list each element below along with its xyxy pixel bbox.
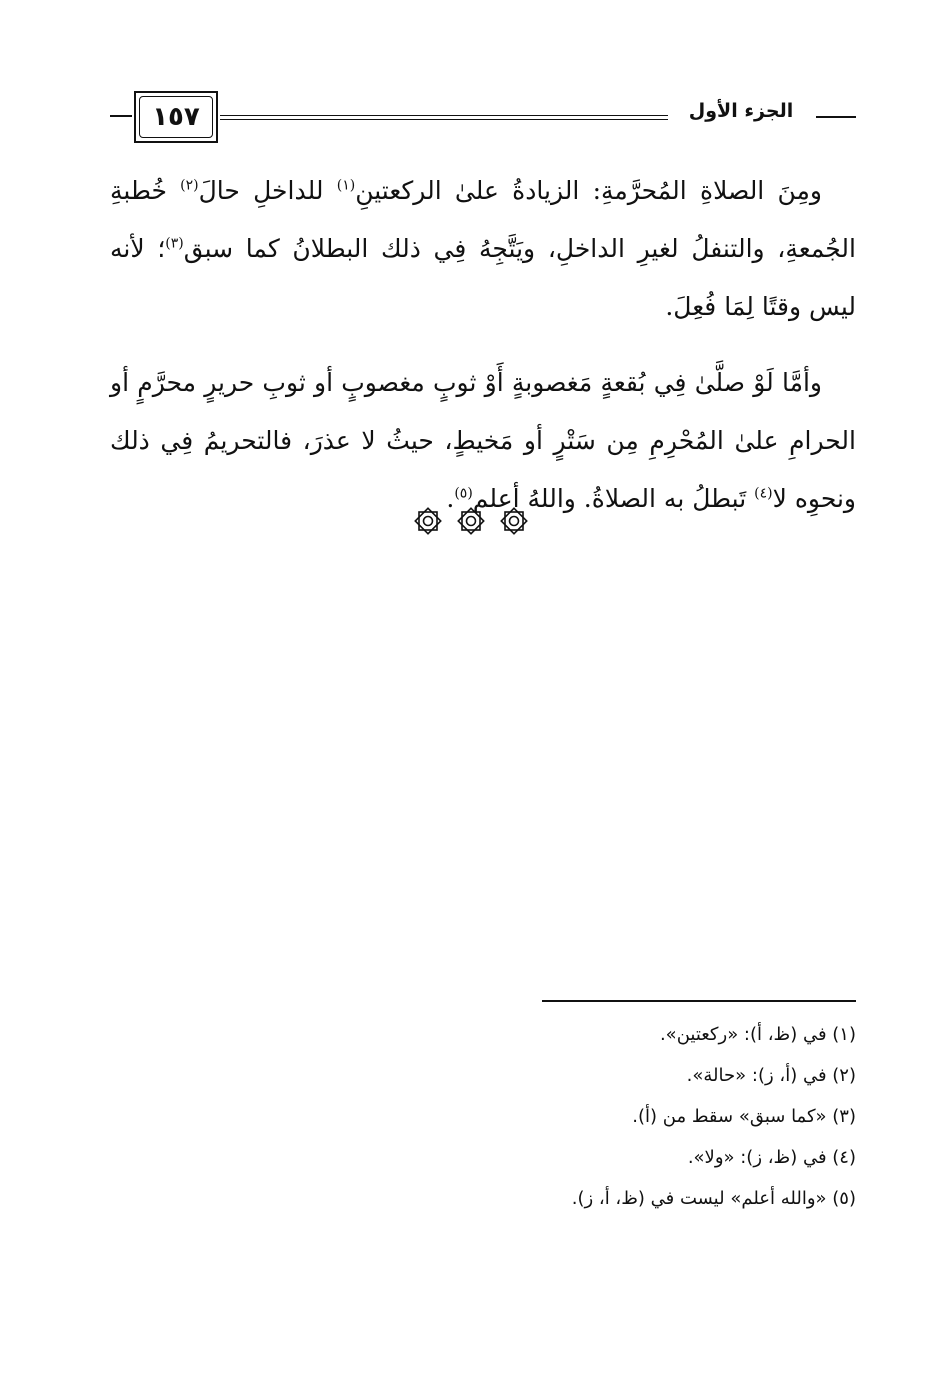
page-header xyxy=(110,88,856,148)
footnote-ref-5: (٥) xyxy=(454,485,473,502)
paragraph-1 xyxy=(110,162,856,336)
paragraph-1-segment-4: ؛ لأنه ليس وقتًا لِمَا فُعِلَ. xyxy=(110,234,856,321)
footnote-5: (٥) «والله أعلم» ليست في (ظ، أ، ز). xyxy=(571,1188,856,1209)
paragraph-1-segment-2: للداخلِ حالَ xyxy=(198,176,337,205)
paragraph-2-segment-2: تَبطلُ به الصلاةُ. واللهُ أعلم xyxy=(472,484,755,513)
octagram-star-icon xyxy=(456,506,486,536)
header-rule-left xyxy=(110,115,132,117)
paragraph-2 xyxy=(110,354,856,528)
footnote-ref-1: (١) xyxy=(336,177,356,194)
footnote-1: (١) في (ظ، أ): «ركعتين». xyxy=(659,1024,856,1045)
header-rule-middle xyxy=(220,115,668,120)
octagram-star-icon xyxy=(499,506,529,536)
paragraph-2-segment-1: وأمَّا لَوْ صلَّىٰ فِي بُقعةٍ مَغصوبةٍ أَوْ ثوبٍ مغصوبٍ أو ثوبِ حريرٍ محرَّمٍ أو الحرامِ علىٰ المُحْرِمِ مِن سَتْرٍ أو مَخيطٍ، حيثُ لا عذرَ، فالتحريمُ فِي ذلك ونحوِه لا xyxy=(110,368,856,513)
running-title: الجزء الأول xyxy=(688,100,794,122)
footnote-2: (٢) في (أ، ز): «حالة». xyxy=(686,1065,856,1086)
paragraph-1-segment-3: خُطبةِ الجُمعةِ، والتنفلُ لغيرِ الداخلِ، ويَتَّجِهُ فِي ذلك البطلانُ كما سبق xyxy=(110,176,856,263)
paragraph-2-segment-3: . xyxy=(446,484,455,513)
footnote-3: (٣) «كما سبق» سقط من (أ). xyxy=(632,1106,856,1127)
footnote-4: (٤) في (ظ، ز): «ولا». xyxy=(687,1147,856,1168)
header-rule-right xyxy=(816,116,856,118)
main-text xyxy=(110,162,856,546)
section-end-ornaments xyxy=(0,506,942,540)
footnote-ref-3: (٣) xyxy=(165,235,184,252)
paragraph-1-segment-1: ومِنَ الصلاةِ المُحرَّمةِ: الزيادةُ علىٰ الركعتينِ xyxy=(355,176,822,205)
footnotes xyxy=(156,1014,856,1219)
footnote-ref-4: (٤) xyxy=(754,485,773,502)
footnote-separator xyxy=(542,1000,856,1002)
octagram-star-icon xyxy=(413,506,443,536)
footnote-ref-2: (٢) xyxy=(180,177,199,194)
page-number: ١٥٧ xyxy=(152,102,200,132)
page-number-frame xyxy=(134,91,218,143)
